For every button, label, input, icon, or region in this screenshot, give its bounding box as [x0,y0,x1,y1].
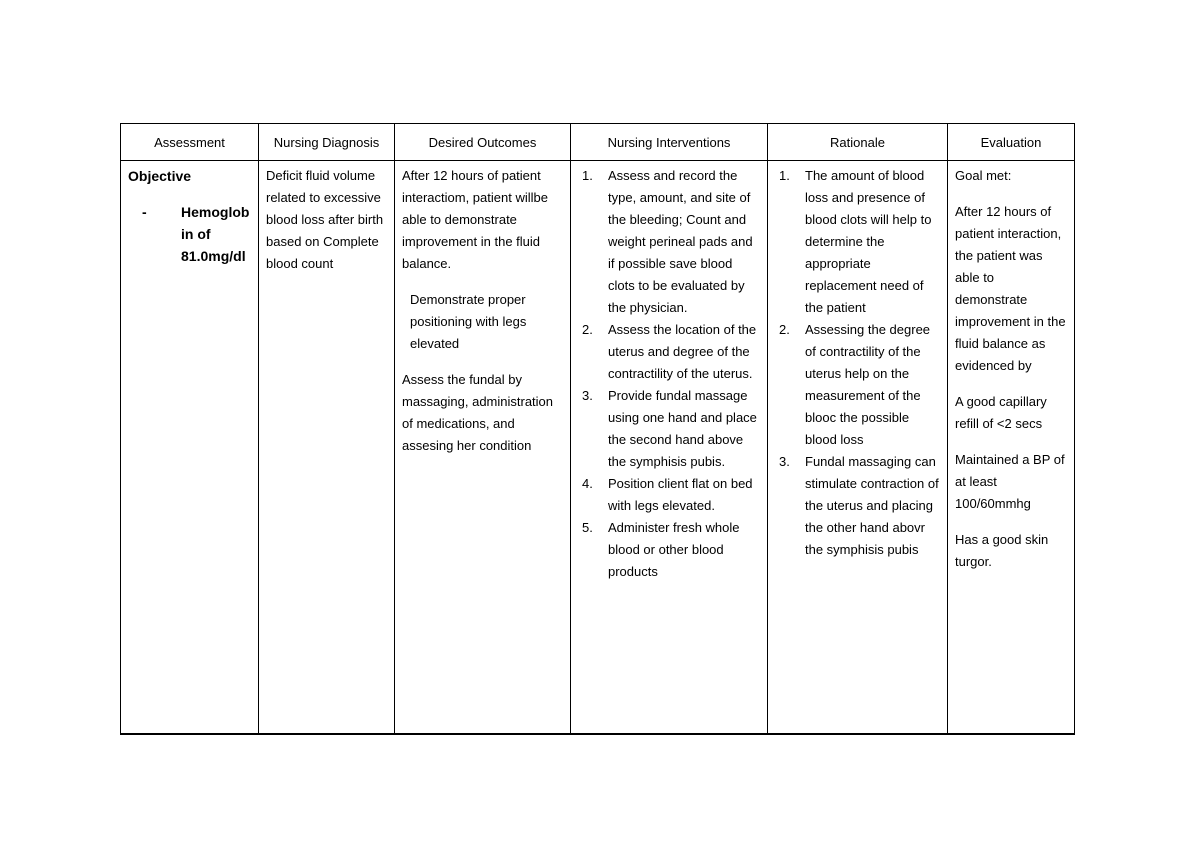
item-number: 3. [779,454,790,469]
intervention-text: Provide fundal massage using one hand and place the second hand above the symphisis pubis. [608,388,757,469]
diagnosis-cell [259,161,395,735]
rationale-cell [768,161,948,735]
list-item [578,319,760,385]
header-row [121,124,1075,161]
hemoglobin-finding: Hemoglob in of 81.0mg/dl [181,204,250,264]
evaluation-paragraph-1: After 12 hours of patient interaction, the patient was able to demonstrate improvement in the fluid balance as evidenced by [955,204,1066,373]
rationale-text: Assessing the degree of contractility of the uterus help on the measurement of the blooc the possible blood loss [805,322,931,447]
evaluation-paragraph-2: A good capillary refill of <2 secs [955,394,1047,431]
header-assessment: Assessment [121,124,259,161]
outcomes-cell [395,161,571,735]
list-item [775,319,940,451]
intervention-text: Assess the location of the uterus and degree of the contractility of the uterus. [608,322,757,381]
list-item [775,451,940,561]
rationale-text: Fundal massaging can stimulate contraction of the uterus and placing the other hand abovr the symphisis pubis [805,454,939,557]
item-number: 2. [779,322,790,337]
list-item [775,165,940,319]
header-nursing-interventions: Nursing Interventions [571,124,768,161]
intervention-text: Administer fresh whole blood or other blood products [608,520,740,579]
dash-bullet: - [142,204,147,220]
evaluation-goal: Goal met: [955,168,1012,183]
intervention-text: Position client flat on bed with legs elevated. [608,476,753,513]
intervention-text: Assess and record the type, amount, and site of the bleeding; Count and weight perineal pads and if possible save blood clots to be evaluated by the physician. [608,168,753,315]
evaluation-paragraph-4: Has a good skin turgor. [955,532,1049,569]
evaluation-cell [948,161,1075,735]
item-number: 2. [582,322,593,337]
item-number: 4. [582,476,593,491]
outcome-paragraph-3: Assess the fundal by massaging, administration of medications, and assesing her condition [402,372,554,453]
assessment-list [128,201,251,267]
assessment-cell [121,161,259,735]
list-item [578,473,760,517]
header-evaluation: Evaluation [948,124,1075,161]
diagnosis-text: Deficit fluid volume related to excessive blood loss after birth based on Complete blood count [266,168,384,271]
list-item [578,517,760,583]
item-number: 5. [582,520,593,535]
header-nursing-diagnosis: Nursing Diagnosis [259,124,395,161]
table-row [121,161,1075,735]
evaluation-paragraph-3: Maintained a BP of at least 100/60mmhg [955,452,1065,511]
outcome-paragraph-1: After 12 hours of patient interactiom, patient willbe able to demonstrate improvement in the fluid balance. [402,168,548,271]
header-rationale: Rationale [768,124,948,161]
list-item [578,385,760,473]
outcome-paragraph-2: Demonstrate proper positioning with legs elevated [410,292,527,351]
interventions-list [578,165,760,583]
objective-heading: Objective [128,168,192,184]
list-item [128,201,251,267]
item-number: 1. [582,168,593,183]
item-number: 3. [582,388,593,403]
rationale-text: The amount of blood loss and presence of blood clots will help to determine the appropriate replacement need of the patient [805,168,932,315]
interventions-cell [571,161,768,735]
rationale-list [775,165,940,561]
nursing-care-plan-table [120,123,1075,735]
item-number: 1. [779,168,790,183]
header-desired-outcomes: Desired Outcomes [395,124,571,161]
list-item [578,165,760,319]
